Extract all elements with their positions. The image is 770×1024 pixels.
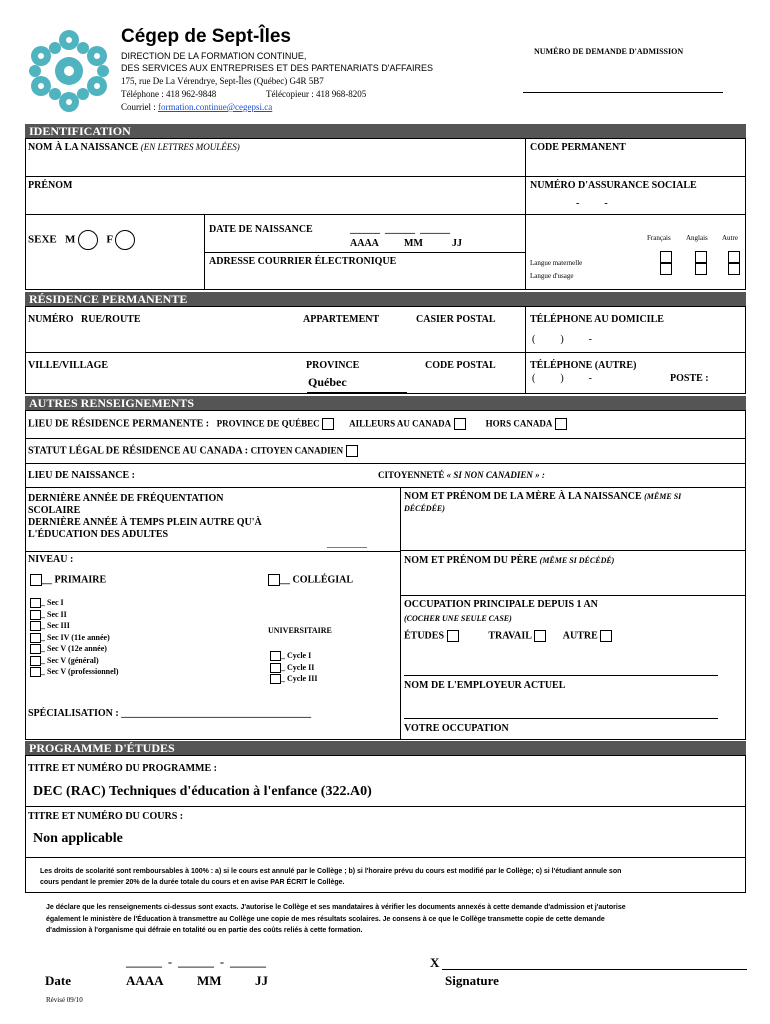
usage-language-label: Langue d'usage bbox=[530, 272, 574, 280]
programme-band: PROGRAMME D'ÉTUDES bbox=[25, 741, 746, 755]
other-phone-format[interactable]: ( ) - bbox=[532, 373, 592, 384]
extension-label: POSTE : bbox=[670, 373, 709, 384]
specialisation-field[interactable]: SPÉCIALISATION : ______________________________________ bbox=[28, 708, 312, 719]
other-phone-label: TÉLÉPHONE (AUTRE) bbox=[530, 360, 637, 371]
mother-name-label: NOM ET PRÉNOM DE LA MÈRE À LA NAISSANCE (MÊME SI DÉCÉDÉE) bbox=[404, 491, 682, 513]
sex-field: SEXE M F bbox=[28, 230, 135, 250]
elsewhere-canada-checkbox[interactable] bbox=[454, 418, 466, 430]
work-checkbox[interactable] bbox=[534, 630, 546, 642]
employer-label: NOM DE L'EMPLOYEUR ACTUEL bbox=[404, 680, 566, 691]
outside-canada-checkbox[interactable] bbox=[555, 418, 567, 430]
revision-note: Révisé 09/10 bbox=[46, 996, 83, 1004]
date-label: Date bbox=[45, 973, 71, 988]
pobox-label: CASIER POSTAL bbox=[416, 314, 496, 325]
primary-option[interactable]: __ PRIMAIRE bbox=[30, 574, 106, 586]
other-info-box bbox=[25, 410, 746, 740]
citizenship-label: CITOYENNETÉ « SI NON CANADIEN » : bbox=[378, 470, 545, 480]
dob-blanks[interactable]: ______ ______ ______ bbox=[350, 224, 450, 235]
request-number-line[interactable] bbox=[523, 92, 723, 93]
department-line-1: DIRECTION DE LA FORMATION CONTINUE, bbox=[121, 51, 307, 61]
signature-label: Signature bbox=[445, 973, 499, 988]
province-label: PROVINCE bbox=[306, 360, 360, 371]
email-line bbox=[121, 102, 272, 112]
lang-other-label: Autre bbox=[722, 234, 738, 242]
address: 175, rue De La Vérendrye, Sept-Îles (Québec) G4R 5B7 bbox=[121, 76, 324, 86]
legal-status: STATUT LÉGAL DE RÉSIDENCE AU CANADA : CITOYEN CANADIEN bbox=[28, 445, 358, 457]
home-phone-label: TÉLÉPHONE AU DOMICILE bbox=[530, 314, 664, 325]
fax: Télécopieur : 418 968-8205 bbox=[266, 89, 367, 99]
last-year-label: DERNIÈRE ANNÉE DE FRÉQUENTATION SCOLAIRE DERNIÈRE ANNÉE À TEMPS PLEIN AUTRE QU'À L'ÉDUCATION DES ADULTES bbox=[28, 493, 262, 540]
birth-name-label: NOM À LA NAISSANCE (EN LETTRES MOULÉES) bbox=[28, 142, 240, 153]
signature-x: X bbox=[430, 955, 440, 970]
cycle-options[interactable]: _ Cycle I _ Cycle II _ Cycle III bbox=[270, 650, 317, 685]
email-link[interactable]: formation.continue@cegepsi.ca bbox=[158, 102, 273, 112]
studies-checkbox[interactable] bbox=[447, 630, 459, 642]
date-day-label: JJ bbox=[255, 973, 268, 988]
other-checkbox[interactable] bbox=[600, 630, 612, 642]
occupation-label: OCCUPATION PRINCIPALE DEPUIS 1 AN bbox=[404, 599, 598, 610]
sex-f-radio[interactable] bbox=[115, 230, 135, 250]
permanent-code-label: CODE PERMANENT bbox=[530, 142, 626, 153]
course-value[interactable]: Non applicable bbox=[33, 831, 123, 846]
sin-dashes: - - bbox=[576, 198, 608, 209]
lang-en-checkboxes[interactable] bbox=[695, 251, 707, 275]
lang-other-checkboxes[interactable] bbox=[728, 251, 740, 275]
apartment-label: APPARTEMENT bbox=[303, 314, 380, 325]
birthplace-label: LIEU DE NAISSANCE : bbox=[28, 470, 135, 481]
signature-line[interactable] bbox=[442, 969, 747, 970]
email-address-label: ADRESSE COURRIER ÉLECTRONIQUE bbox=[209, 256, 397, 267]
refund-policy: Les droits de scolarité sont remboursables à 100% : a) si le cours est annulé par le Collège ; b) si l'horaire prévu du cours est modifié par le Collège; c) si l'étudiant annule son cours pendant le premier 20% de la durée totale du cours et en avise PAR ÉCRIT le Collège. bbox=[40, 868, 622, 886]
occupation-options: ÉTUDES TRAVAIL AUTRE bbox=[404, 630, 612, 642]
residence-band: RÉSIDENCE PERMANENTE bbox=[25, 292, 746, 306]
secondary-options[interactable]: _ Sec I _ Sec II _ Sec III _ Sec IV (11e année) _ Sec V (12e année) _ Sec V (général) _ Sec V (professionnel) bbox=[30, 597, 119, 678]
sex-m-radio[interactable] bbox=[78, 230, 98, 250]
street-label: NUMÉRO RUE/ROUTE bbox=[28, 314, 141, 325]
programme-value[interactable]: DEC (RAC) Techniques d'éducation à l'enfance (322.A0) bbox=[33, 784, 372, 799]
programme-title-label: TITRE ET NUMÉRO DU PROGRAMME : bbox=[28, 763, 217, 774]
dob-label: DATE DE NAISSANCE bbox=[209, 224, 313, 235]
other-info-band: AUTRES RENSEIGNEMENTS bbox=[25, 396, 746, 410]
your-occupation-label: VOTRE OCCUPATION bbox=[404, 723, 509, 734]
phone: Téléphone : 418 962-9848 bbox=[121, 89, 217, 99]
date-month-label: MM bbox=[197, 973, 222, 988]
postal-code-label: CODE POSTAL bbox=[425, 360, 496, 371]
quebec-checkbox[interactable] bbox=[322, 418, 334, 430]
date-year-label: AAAA bbox=[126, 973, 164, 988]
province-value[interactable]: Québec bbox=[308, 375, 347, 389]
lang-fr-label: Français bbox=[647, 234, 671, 242]
citizen-checkbox[interactable] bbox=[346, 445, 358, 457]
declaration-text: Je déclare que les renseignements ci-dessus sont exacts. J'autorise le Collège et ses mandataires à vérifier les documents annexés à cette demande d'admission et j'autorise également le ministère de l'Éducation à transmettre au Collège une copie de mes résultats scolaires. Je consens à ce que le Collège transmette copie de cette demande d'admission à l'organisme qui défraie en totalité ou en partie des coûts reliés à cette formation. bbox=[46, 904, 626, 934]
department-line-2: DES SERVICES AUX ENTREPRISES ET DES PARTENARIATS D'AFFAIRES bbox=[121, 63, 433, 73]
college-logo-snowflake bbox=[25, 26, 113, 116]
university-label: UNIVERSITAIRE bbox=[268, 626, 332, 635]
request-number-label: NUMÉRO DE DEMANDE D'ADMISSION bbox=[534, 47, 684, 56]
dob-day-label: JJ bbox=[452, 238, 462, 249]
sin-label: NUMÉRO D'ASSURANCE SOCIALE bbox=[530, 180, 697, 191]
identification-band: IDENTIFICATION bbox=[25, 124, 746, 138]
course-title-label: TITRE ET NUMÉRO DU COURS : bbox=[28, 811, 184, 822]
lang-fr-checkboxes[interactable] bbox=[660, 251, 672, 275]
college-option[interactable]: __ COLLÉGIAL bbox=[268, 574, 353, 586]
home-phone-format[interactable]: ( ) - bbox=[532, 334, 592, 345]
last-year-blank[interactable]: ________ bbox=[327, 538, 367, 549]
first-name-label: PRÉNOM bbox=[28, 180, 73, 191]
level-label: NIVEAU : bbox=[28, 554, 74, 565]
lang-en-label: Anglais bbox=[686, 234, 708, 242]
father-name-label: NOM ET PRÉNOM DU PÈRE (MÊME SI DÉCÉDÉ) bbox=[404, 555, 615, 566]
email-label: Courriel : bbox=[121, 102, 156, 112]
mother-tongue-label: Langue maternelle bbox=[530, 259, 583, 267]
permanent-residence-place: LIEU DE RÉSIDENCE PERMANENTE : PROVINCE DE QUÉBEC AILLEURS AU CANADA HORS CANADA bbox=[28, 418, 567, 430]
dob-month-label: MM bbox=[404, 238, 423, 249]
city-label: VILLE/VILLAGE bbox=[28, 360, 109, 371]
dob-year-label: AAAA bbox=[350, 238, 379, 249]
date-blanks[interactable]: ______ - ______ - ______ bbox=[126, 955, 266, 969]
occupation-hint: (COCHER UNE SEULE CASE) bbox=[404, 614, 512, 623]
school-name: Cégep de Sept-Îles bbox=[121, 26, 291, 47]
